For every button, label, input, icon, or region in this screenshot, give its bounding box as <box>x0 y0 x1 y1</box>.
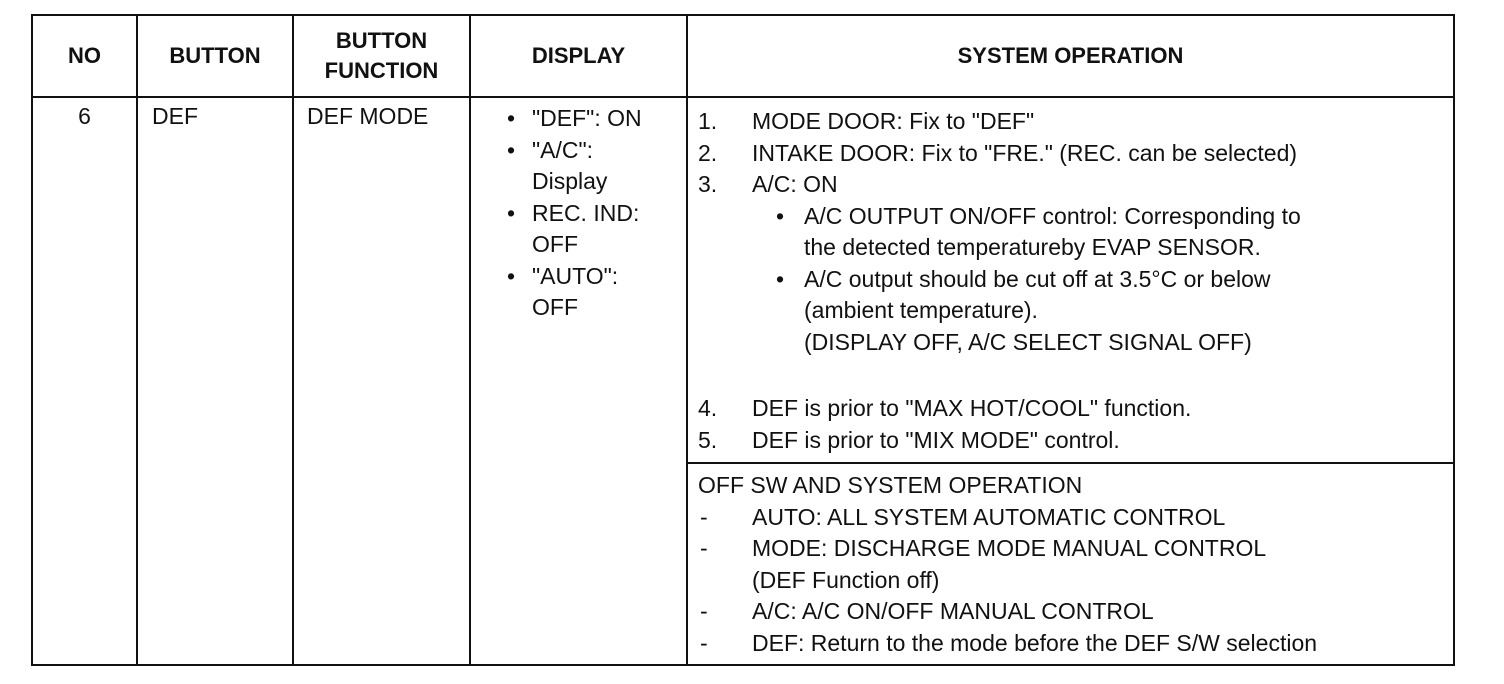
list-item: - A/C: A/C ON/OFF MANUAL CONTROL <box>700 598 1154 624</box>
header-system-operation-label: SYSTEM OPERATION <box>957 43 1184 68</box>
list-item: • "DEF": ON <box>507 105 642 131</box>
list-item: • "A/C": Display <box>507 136 608 194</box>
row-button-function: DEF MODE <box>307 103 429 129</box>
header-button <box>138 16 292 96</box>
header-display-label: DISPLAY <box>531 43 626 68</box>
system-operation-steps <box>698 106 1301 358</box>
header-system-operation <box>688 16 1453 96</box>
column-divider <box>469 14 471 666</box>
list-item: 3. A/C: ON • A/C OUTPUT ON/OFF control: Corresponding to the detected temperatureby EVAP SENSOR. • A/C output should be cut off at 3.5°C or below (ambient temperature). (DISPLAY OFF, A/C SELECT SIGNAL OFF) <box>698 169 1301 358</box>
list-item: 2. INTAKE DOOR: Fix to "FRE." (REC. can be selected) <box>698 139 1298 166</box>
list-item: • A/C OUTPUT ON/OFF control: Corresponding to the detected temperatureby EVAP SENSOR. <box>776 202 1301 260</box>
off-sw-title: OFF SW AND SYSTEM OPERATION <box>698 472 1083 498</box>
header-display <box>471 16 686 96</box>
list-item: 1. MODE DOOR: Fix to "DEF" <box>698 108 1035 134</box>
header-no-label: NO <box>68 43 101 68</box>
list-item: 4. DEF is prior to "MAX HOT/COOL" function. <box>698 395 1192 421</box>
display-list <box>502 103 682 324</box>
list-item: - AUTO: ALL SYSTEM AUTOMATIC CONTROL <box>700 503 1226 530</box>
ac-sub-list <box>752 201 1301 359</box>
list-item: - DEF: Return to the mode before the DEF S/W selection <box>700 629 1318 656</box>
list-item: • A/C output should be cut off at 3.5°C or below (ambient temperature). (DISPLAY OFF, A/C SELECT SIGNAL OFF) <box>776 265 1271 355</box>
header-button-function-label: BUTTON FUNCTION <box>324 28 439 83</box>
system-operation-steps-after <box>698 393 1191 456</box>
column-divider <box>136 14 138 666</box>
list-item: 5. DEF is prior to "MIX MODE" control. <box>698 426 1120 453</box>
column-divider <box>292 14 294 666</box>
header-divider <box>31 96 1455 98</box>
header-no <box>33 16 136 96</box>
list-item: - MODE: DISCHARGE MODE MANUAL CONTROL (DEF Function off) <box>700 535 1267 593</box>
row-button: DEF <box>152 103 198 129</box>
off-sw-list <box>698 502 1317 660</box>
header-button-function <box>294 16 469 96</box>
list-item: • "AUTO": OFF <box>507 262 619 320</box>
header-button-label: BUTTON <box>169 43 261 68</box>
column-divider <box>686 14 688 666</box>
off-sw-section <box>698 470 1317 659</box>
section-divider <box>686 462 1455 464</box>
list-item: • REC. IND: OFF <box>507 199 640 257</box>
row-no: 6 <box>78 103 91 129</box>
